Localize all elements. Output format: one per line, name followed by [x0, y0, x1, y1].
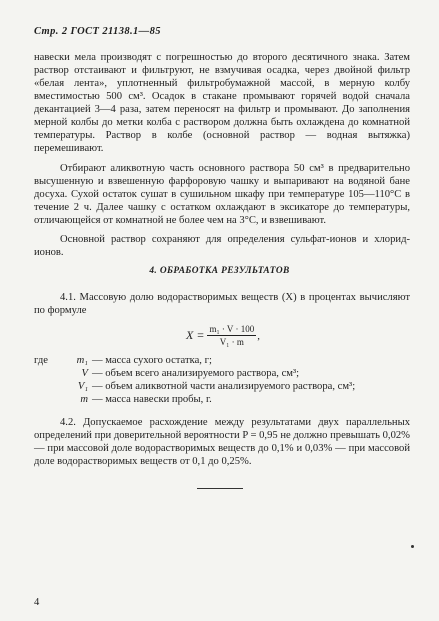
paragraph-aliquot [34, 162, 410, 227]
definition-text: — масса навески пробы, г. [92, 394, 212, 405]
definition-lead: где [34, 355, 48, 366]
paragraph-storage [34, 233, 410, 259]
definition-text: — масса сухого остатка, г; [92, 355, 212, 366]
definition-lead [34, 380, 66, 393]
section-title: 4. ОБРАБОТКА РЕЗУЛЬТАТОВ [149, 266, 290, 276]
paragraph-text: навески мела производят с погрешностью до второго десятичного знака. Затем раствор отстаивают и фильтруют, не взмучивая осадка, через двойной фильтр «белая лента», уплотненный фильтробумажной массой, в мерную колбу вместимостью 500 см³. Осадок в стакане промывают горячей водой сначала декантацией 3—4 раза, затем переносят на фильтр и промывают. До заполнения мерной колбы до метки колба с раствором должна быть охлаждена до комнатной температуры. Раствор в колбе (основной раствор — водная вытяжка) перемешивают. [34, 52, 410, 154]
paragraph-text: 4.1. Массовую долю водорастворимых веществ (X) в процентах вычисляют по формуле [34, 292, 410, 316]
definition-row [34, 354, 355, 367]
paragraph-text: 4.2. Допускаемое расхождение между результатами двух параллельных определений при доверительной вероятности P = 0,95 не должно превышать 0,02% — при массовой доле водорастворимых веществ до 0,1% и 0,03% — при массовой доле водорастворимых веществ от 0,1 до 0,25%. [34, 417, 410, 467]
print-speck [411, 545, 414, 548]
formula-denominator: V₁ · m [219, 337, 244, 347]
definition-symbol: m [80, 394, 88, 405]
definition-symbol: V [81, 368, 88, 379]
formula-fraction [207, 324, 256, 347]
paragraph-text: Основной раствор сохраняют для определения сульфат-ионов и хлорид-ионов. [34, 234, 410, 258]
paragraph-4-2 [34, 416, 410, 468]
definition-text: — объем всего анализируемого раствора, см³; [92, 368, 300, 379]
definition-row [34, 393, 355, 406]
page-number: 4 [34, 597, 40, 608]
definition-row [34, 380, 355, 393]
running-header: Стр. 2 ГОСТ 21138.1—85 [34, 26, 161, 37]
formula-comma: , [257, 329, 260, 342]
paragraph-4-1 [34, 291, 410, 317]
end-divider [197, 488, 243, 489]
definition-row [34, 367, 355, 380]
formula-numerator: m₁ · V · 100 [209, 324, 255, 334]
definition-lead [34, 393, 66, 406]
formula-lhs: X = [186, 328, 205, 342]
definition-text: — объем аликвотной части анализируемого раствора, см³; [92, 381, 356, 392]
paragraph-filtration [34, 51, 410, 155]
variable-definitions [34, 354, 355, 406]
definition-symbol: m₁ [76, 355, 88, 366]
definition-lead [34, 367, 66, 380]
definition-symbol: V₁ [77, 381, 88, 392]
paragraph-text: Отбирают аликвотную часть основного раствора 50 см³ в предварительно высушенную и взвешенную фарфоровую чашку и выпаривают на водяной бане досуха. Сухой остаток сушат в сушильном шкафу при температуре 105—110°С в течение 2 ч. Далее чашку с остатком охлаждают в эксикаторе до температуры, отличающейся от комнатной не более чем на 3°С, и взвешивают. [34, 163, 410, 226]
formula [186, 324, 260, 347]
